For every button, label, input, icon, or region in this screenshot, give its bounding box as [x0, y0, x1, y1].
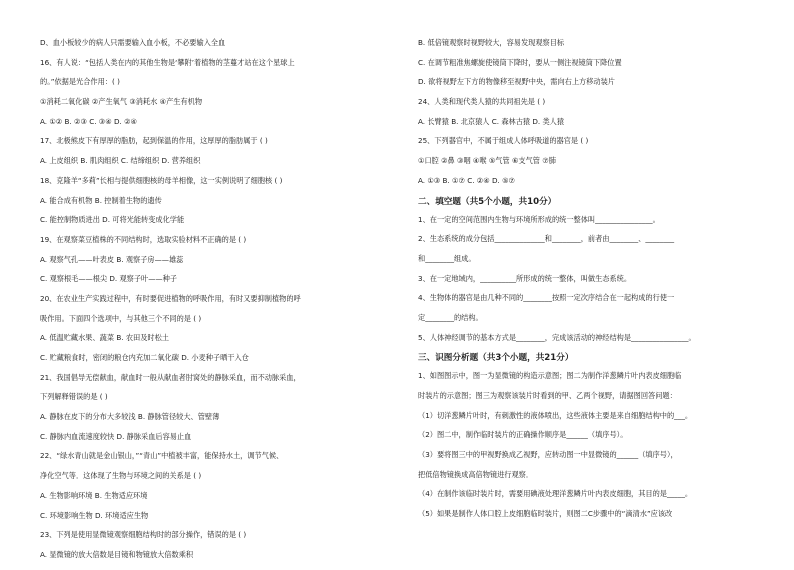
- answer-options: A. 能合成有机物 B. 控制着生物的遗传: [40, 195, 162, 205]
- section-heading-diagram-analysis: 三、识图分析题（共3个小题，共21分）: [418, 353, 574, 364]
- sub-question: （4）在制作该临时装片时，需要用碘液处理洋葱鳞片叶内表皮细胞，其目的是_____。: [418, 489, 693, 499]
- question-21: 21、我国倡导无偿献血，献血时一般从献血者肘窝处的静脉采血，而不动脉采血，: [40, 372, 301, 382]
- answer-options: A. 生物影响环境 B. 生物适应环境: [40, 490, 148, 500]
- text-line: 净化空气等．这体现了生物与环境之间的关系是 ( ): [40, 471, 202, 481]
- answer-options: C. 贮藏粮食时，密闭的粮仓内充加二氧化碳 D. 小麦种子晒干入仓: [40, 353, 249, 362]
- answer-options: C. 能控制物质进出 D. 可将光能转变成化学能: [40, 215, 185, 225]
- question-24: 24、人类和现代类人猿的共同祖先是 ( ): [418, 97, 546, 107]
- fill-in-question: 3、在一定地域内，__________所形成的统一整体，叫做生态系统。: [418, 273, 632, 283]
- fill-in-question: 2、生态系统的成分包括______________和________，前者由________、________: [418, 234, 675, 244]
- fill-in-question: 4、生物体的器官是由几种不同的________按照一定次序结合在一起构成的行使一: [418, 293, 675, 303]
- text-line: 的。”依据是光合作用：( ): [40, 77, 120, 87]
- answer-options: C. 静脉内血流速度较快 D. 静脉采血后容易止血: [40, 431, 192, 441]
- analysis-question: 1、如图图示中，图一为显微镜的构造示意图；图二为制作洋葱鳞片叶内表皮细胞临: [418, 371, 682, 381]
- text-line: ①消耗二氧化碳 ②产生氧气 ③消耗水 ④产生有机物: [40, 97, 203, 107]
- right-column: [418, 38, 770, 529]
- text-line: 和________组成。: [418, 253, 476, 263]
- section-heading-fill-in: 二、填空题（共5个小题，共10分）: [418, 196, 557, 207]
- answer-options: A. 显微镜的放大倍数是目镜和物镜放大倍数乘积: [40, 549, 194, 559]
- answer-options: C. 环境影响生物 D. 环境适应生物: [40, 510, 149, 520]
- question-23: 23、下列是使用显微镜观察细胞结构时的部分操作，错误的是 ( ): [40, 530, 247, 540]
- question-17: 17、北极熊皮下有厚厚的脂肪，起到保温的作用，这厚厚的脂肪属于 ( ): [40, 136, 268, 146]
- answer-options: A. 长臂猿 B. 北京猿人 C. 森林古猿 D. 类人猿: [418, 116, 565, 126]
- sub-question: （5）如果是制作人体口腔上皮细胞临时装片，则图二C步骤中的“滴清水”应该改: [418, 509, 673, 519]
- answer-options: A. 静脉在皮下的分布大多较浅 B. 静脉管径较大、管壁薄: [40, 412, 220, 422]
- answer-options: D. 欲将视野左下方的物像移至视野中央，需向右上方移动装片: [418, 77, 615, 87]
- question-19: 19、在观察菜豆植株的不同结构时，选取实验材料不正确的是 ( ): [40, 234, 247, 244]
- fill-in-question: 5、人体神经调节的基本方式是________，完成该活动的神经结构是________________。: [418, 332, 696, 342]
- answer-options: A. ①③ B. ①⑦ C. ②④ D. ⑤⑦: [418, 175, 515, 185]
- question-16: 16、有人说：“包括人类在内的其他生物是‘攀附’着植物的茎蔓才站在这个星球上: [40, 57, 295, 67]
- text-line: D、血小板较少的病人只需要输入血小板，不必要输入全血: [40, 38, 226, 47]
- text-line: 定________的结构。: [418, 312, 483, 322]
- sub-question: （2）图二中，制作临时装片的正确操作顺序是______（填序号）。: [418, 430, 628, 440]
- left-column: [40, 38, 392, 570]
- question-22: 22、“绿水青山就是金山银山，”“青山”中植被丰富，能保持水土，调节气候、: [40, 451, 284, 461]
- sub-question: （3）要将图三中的甲视野换成乙视野，应转动图一中显微镜的______（填序号），: [418, 450, 678, 460]
- text-line: 把低倍物镜换成高倍物镜进行观察．: [418, 469, 534, 479]
- question-25: 25、下列器官中，不属于组成人体呼吸道的器官是 ( ): [418, 136, 589, 146]
- text-line: 下列解释错误的是 ( ): [40, 392, 108, 402]
- answer-options: A. 上皮组织 B. 肌肉组织 C. 结缔组织 D. 营养组织: [40, 156, 201, 166]
- text-line: 吸作用。下面四个选项中，与其他三个不同的是 ( ): [40, 313, 202, 323]
- answer-options: A. 观察气孔——叶表皮 B. 观察子房——雄蕊: [40, 254, 184, 264]
- text-line: ①口腔 ②鼻 ③咽 ④喉 ⑤气管 ⑥支气管 ⑦肺: [418, 156, 556, 166]
- text-line: 时装片的示意图；图三为观察该装片时看到的甲、乙两个视野，请据图回答问题：: [418, 391, 677, 400]
- answer-options: C. 观察根毛——根尖 D. 观察子叶——种子: [40, 274, 177, 284]
- answer-options: A. 低温贮藏水果、蔬菜 B. 农田及时松土: [40, 333, 169, 343]
- answer-options: B. 低倍镜观察时视野较大，容易发现观察目标: [418, 38, 565, 47]
- sub-question: （1）切洋葱鳞片叶时，有刺激性的液体喷出，这些液体主要是来自细胞结构中的___。: [418, 410, 693, 420]
- answer-options: A. ①② B. ②③ C. ③④ D. ②④: [40, 116, 137, 126]
- fill-in-question: 1、在一定的空间范围内生物与环境所形成的统一整体叫________________。: [418, 214, 660, 224]
- question-20: 20、在农业生产实践过程中，有时要促进植物的呼吸作用，有时又要抑制植物的呼: [40, 293, 301, 303]
- question-18: 18、克隆羊“多莉”长相与提供细胞核的母羊相像，这一实例说明了细胞核 ( ): [40, 175, 283, 185]
- answer-options: C. 在调节粗准焦螺旋使镜筒下降时，要从一侧注视镜筒下降位置: [418, 57, 622, 67]
